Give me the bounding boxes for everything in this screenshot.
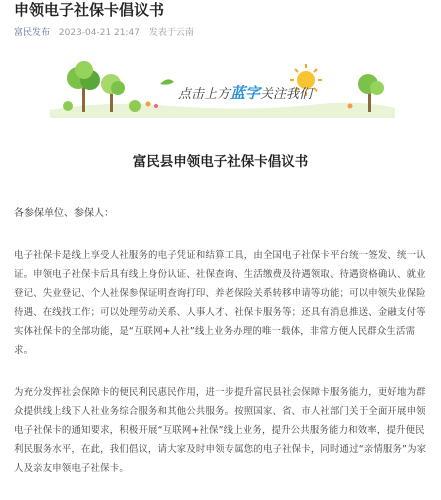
article-meta [14,27,200,39]
publish-location: 发表于云南 [148,28,194,38]
author-link[interactable]: 富民发布 [14,28,51,38]
article-title: 申领电子社保卡倡议书 [14,1,165,19]
follow-banner[interactable] [50,60,395,118]
salutation: 各参保单位、参保人： [14,208,114,219]
banner-text-highlight: 蓝字 [230,84,261,102]
banner-text [178,82,312,103]
publish-date: 2023-04-21 21:47 [58,28,140,38]
paragraph-1: 电子社保卡是线上享受人社服务的电子凭证和结算工具，由全国电子社保卡平台统一签发、统一认证。申领电子社保卡后具有线上身份认证、社保查询、生活缴费及待遇领取、待遇资格确认、就业登记、失业登记、个人社保参保证明查询打印、养老保险关系转移申请等功能；可以申领失业保险待遇、在线找工作；可以处理劳动关系、人事人才、社保卡服务等；还具有消息推送、金融支付等实体社保卡的全部功能，是“互联网+人社”线上业务办理的唯一载体，非常方便人民群众生活需求。 [14,250,426,356]
banner-text-before: 点击上方 [178,87,231,102]
paragraph-2: 为充分发挥社会保障卡的便民利民惠民作用，进一步提升富民县社会保障卡服务能力，更好地为群众提供线上线下人社业务综合服务和其他公共服务。按照国家、省、市人社部门关于全面开展申领电子社保卡的通知要求，积极开展“互联网+社保”线上业务，提升公共服务能力和效率，提升便民利民服务水平，在此，我们倡议，请大家及时申领专属您的电子社保卡，同时通过“亲情服务”为家人及亲友申领电子社保卡。 [14,387,427,474]
document-heading: 富民县申领电子社保卡倡议书 [132,154,309,170]
banner-text-after: 关注我们 [260,87,313,102]
